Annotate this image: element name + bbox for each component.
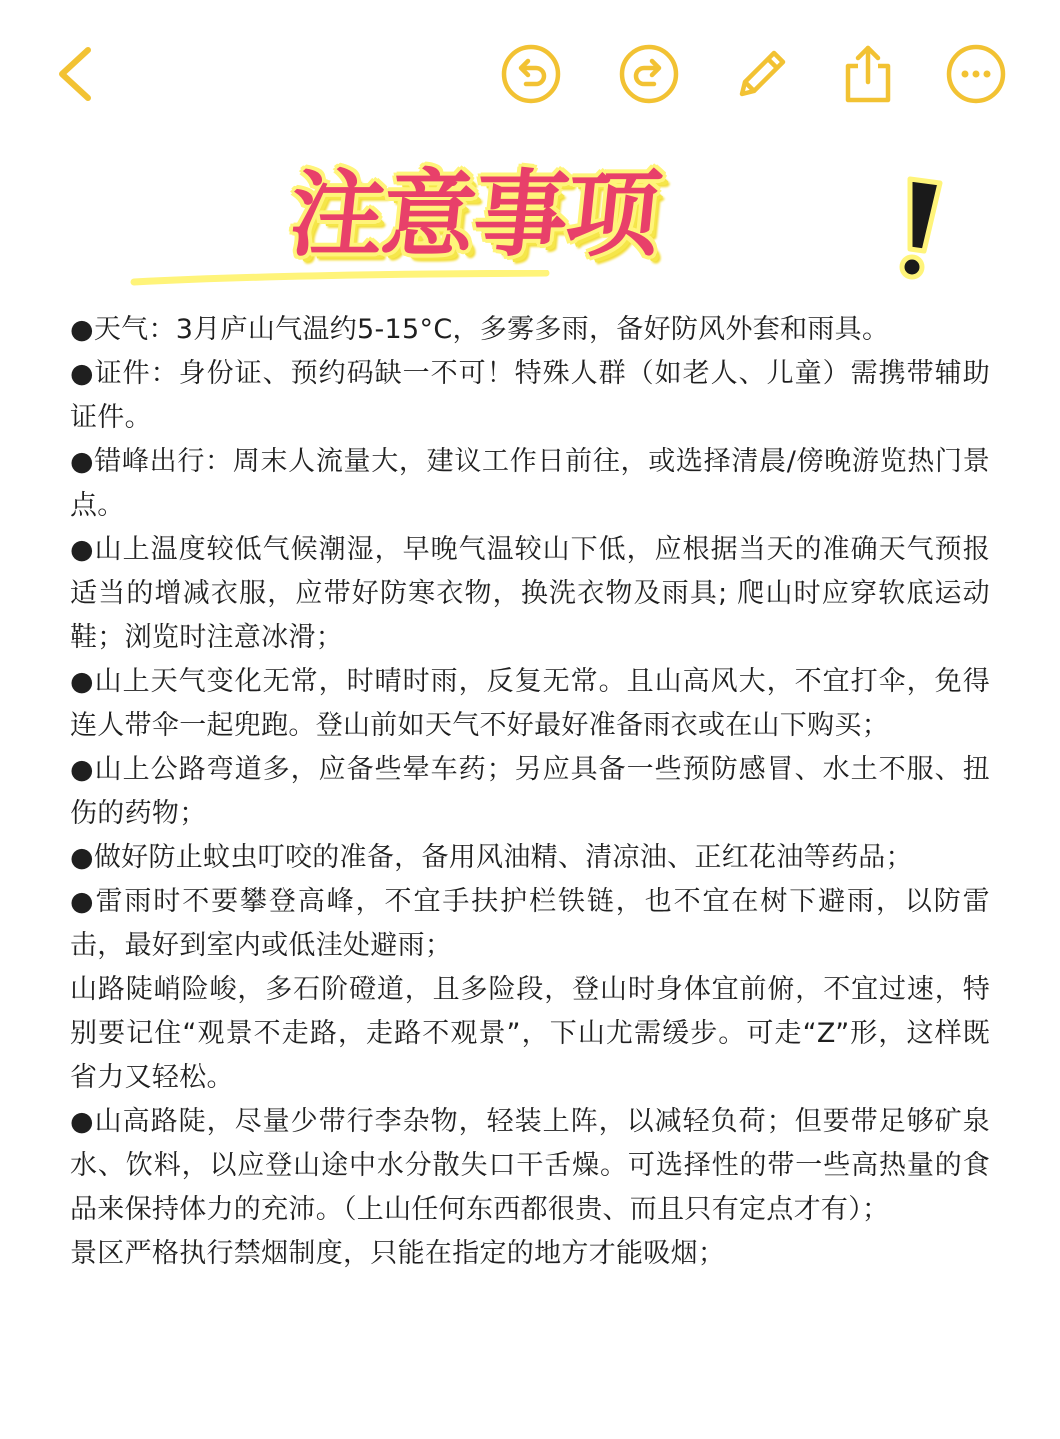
more-button[interactable]: [944, 42, 1008, 106]
more-icon: [944, 42, 1008, 106]
undo-icon: [499, 42, 563, 106]
edit-button[interactable]: [730, 42, 794, 106]
note-item: ●山上温度较低气候潮湿，早晚气温较山下低，应根据当天的准确天气预报适当的增减衣服，应带好防寒衣物，换洗衣物及雨具; 爬山时应穿软底运动鞋；浏览时注意冰滑；: [70, 534, 990, 653]
title-banner: [130, 155, 950, 305]
note-item: ●山上天气变化无常，时晴时雨，反复无常。且山高风大，不宜打伞，免得连人带伞一起兜跑。登山前如天气不好最好准备雨衣或在山下购买；: [70, 666, 990, 741]
note-item: ●山高路陡，尽量少带行李杂物，轻装上阵，以减轻负荷；但要带足够矿泉水、饮料，以应登山途中水分散失口干舌燥。可选择性的带一些高热量的食品来保持体力的充沛。（上山任何东西都很贵、而且只有定点才有）；: [70, 1106, 990, 1225]
share-icon: [836, 42, 900, 106]
edit-icon: [730, 42, 794, 106]
toolbar: [0, 0, 1060, 150]
notes-content: [70, 308, 990, 1276]
note-item: ●做好防止蚊虫叮咬的准备，备用风油精、清凉油、正红花油等药品；: [70, 842, 913, 873]
share-button[interactable]: [836, 42, 900, 106]
note-item: 景区严格执行禁烟制度，只能在指定的地方才能吸烟；: [70, 1238, 726, 1269]
back-icon: [44, 42, 108, 106]
note-item: ●雷雨时不要攀登高峰，不宜手扶护栏铁链，也不宜在树下避雨，以防雷击，最好到室内或低洼处避雨；: [70, 886, 990, 961]
back-button[interactable]: [44, 42, 108, 106]
redo-button[interactable]: [617, 42, 681, 106]
note-item: 山路陡峭险峻，多石阶磴道，且多险段，登山时身体宜前俯，不宜过速，特别要记住“观景不走路，走路不观景”，下山尤需缓步。可走“Z”形，这样既省力又轻松。: [70, 974, 990, 1093]
exclamation-icon: [880, 173, 960, 283]
redo-icon: [617, 42, 681, 106]
note-item: ●天气：3月庐山气温约5-15°C，多雾多雨，备好防风外套和雨具。: [70, 314, 890, 345]
note-item: ●证件：身份证、预约码缺一不可！特殊人群（如老人、儿童）需携带辅助证件。: [70, 358, 990, 433]
undo-button[interactable]: [499, 42, 563, 106]
title-underline-decoration: [130, 270, 550, 286]
note-item: ●错峰出行：周末人流量大，建议工作日前往，或选择清晨/傍晚游览热门景点。: [70, 446, 990, 521]
page-title: 注意事项: [284, 161, 664, 270]
note-item: ●山上公路弯道多，应备些晕车药；另应具备一些预防感冒、水土不服、扭伤的药物；: [70, 754, 990, 829]
